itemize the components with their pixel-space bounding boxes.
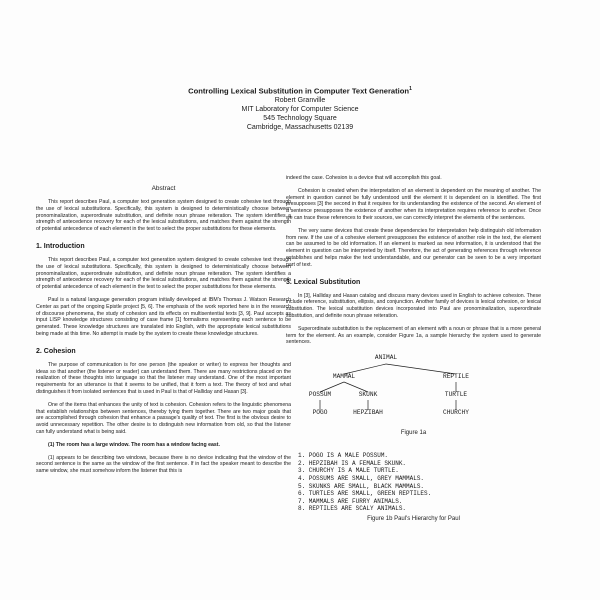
- left-column: [36, 175, 291, 595]
- lexical-paragraph-1: In [3], Halliday and Hasan catalog and discuss many devices used in English to achieve cohesion. These include reference, substitution, ellipsis, and conjunction. Another family of devices is lexical cohesion, or lexical substitution. The lexical substitution devices incorporated into Paul are pronominalization, superordinate substitution, and definite noun phrase reiteration.: [286, 292, 541, 319]
- figure-1a-caption: Figure 1a: [400, 430, 427, 437]
- lexical-heading: 3. Lexical Substitution: [286, 278, 361, 286]
- generated-sentence: 8. REPTILES ARE SCALY ANIMALS.: [298, 505, 407, 513]
- node-hepzibah: HEPZIBAH: [353, 409, 383, 417]
- hierarchy-tree-figure: [286, 352, 541, 452]
- hierarchy-tree-lines: [286, 352, 541, 452]
- abstract-text: This report describes Paul, a computer text generation system designed to create cohesive text through the use of lexical substitutions. Specifically, this system is designed to deterministically choose between pronominalization, superordinate substitution, and definite noun phrase reiteration. The system identifies a strength of antecedence recovery for each of the lexical substitutions, and matches them against the strength of potential antecedence of each element in the text to select the proper substitutions for these elements.: [36, 199, 291, 233]
- node-mammal: MAMMAL: [332, 373, 356, 381]
- example-discussion: (1) appears to be describing two windows, because there is no device indicating that the window of the second sentence is the same as the window of the first sentence. If in fact the speaker meant to describe the same window, she must somehow inform the listener that this is: [36, 454, 291, 475]
- generated-sentence: 1. POGO IS A MALE POSSUM.: [298, 452, 389, 460]
- right-column: [286, 175, 541, 595]
- generated-sentence: 6. TURTLES ARE SMALL, GREEN REPTILES.: [298, 490, 432, 498]
- figure-1b-caption: Figure 1b Paul's Hierarchy for Paul: [367, 515, 460, 522]
- node-reptile: REPTILE: [443, 373, 469, 381]
- generated-sentence: 2. HEPZIBAH IS A FEMALE SKUNK.: [298, 459, 407, 467]
- node-possum: POSSUM: [308, 391, 332, 399]
- right-paragraph-2: Cohesion is created when the interpretation of an element is dependent on the meaning of another. The element in question cannot be fully understood until the element it is dependent on is identified. The first presupposes [3] the second in that it requires for its understanding the existence of the second. An element of a sentence presupposes the existence of another when its interpretation requires reference to another. Once we can trace these references to their sources, we can correctly interpret the elements of the sentences.: [286, 187, 541, 221]
- node-skunk: SKUNK: [358, 391, 378, 399]
- abstract-heading: Abstract: [151, 185, 176, 192]
- node-pogo: POGO: [312, 409, 328, 417]
- cohesion-paragraph-2: One of the items that enhances the unity of text is cohesion. Cohesion refers to the linguistic phenomena that establish relationships between sentences, thereby tying them together. There are two major goals that are accomplished through cohesion that enhance a passage's quality of text. The first is the obvious desire to avoid unnecessary repetition. The other desire is to distinguish new information from old, so that the listener can fully understand what is being said.: [36, 401, 291, 435]
- intro-paragraph-2: Paul is a natural language generation program initially developed at IBM's Thomas J. Watson Research Center as part of the ongoing Epistle project [5, 6]. The emphasis of the work reported here is in the research of discourse phenomena, the study of cohesion and its effects on multisentential texts [3, 9]. Paul accepts as input LISP knowledge structures consisting of case frame [1] formalisms representing each sentence to be generated. These knowledge structures are translated into English, with the appropriate lexical substitutions being made at this time. No attempt is made by the system to create these knowledge structures.: [36, 296, 291, 337]
- example-sentence-1: (1) The room has a large window. The room has a window facing east.: [48, 441, 220, 448]
- right-paragraph-3: The very same devices that create these dependencies for interpretation help distinguish old information from new. If the use of a cohesive element presupposes the existence of another role in the text, the element can be assumed to be old information. If an element is marked as new information, it is understood that the element in question can be interpreted by itself. Therefore, the act of generating references through reference establishes and helps make the text understandable, and our generator can be seen to be a very important part of text.: [286, 227, 541, 268]
- title-text: Controlling Lexical Substitution in Computer Text Generation: [188, 86, 410, 96]
- author-address: 545 Technology Square: [263, 114, 337, 122]
- cohesion-heading: 2. Cohesion: [36, 347, 76, 355]
- author-city: Cambridge, Massachusetts 02139: [246, 123, 354, 131]
- author-name: Robert Granville: [274, 96, 326, 104]
- generated-sentence: 4. POSSUMS ARE SMALL, GREY MAMMALS.: [298, 474, 425, 482]
- node-animal: ANIMAL: [374, 354, 398, 362]
- node-turtle: TURTLE: [444, 391, 468, 399]
- lexical-paragraph-2: Superordinate substitution is the replacement of an element with a noun or phrase that is a more general term for the element. As an example, consider Figure 1a, a sample hierarchy the system used to generate sentences.: [286, 325, 541, 346]
- generated-sentence: 5. SKUNKS ARE SMALL, BLACK MAMMALS.: [298, 482, 425, 490]
- generated-sentence: 7. MAMMALS ARE FURRY ANIMALS.: [298, 497, 403, 505]
- footnote-mark: 1: [409, 86, 412, 92]
- author-lab: MIT Laboratory for Computer Science: [241, 105, 359, 113]
- cohesion-paragraph-1: The purpose of communication is for one person (the speaker or writer) to express her thoughts and ideas so that another (the listener or reader) can understand them. There are many restrictions placed on the realization of these thoughts into language so that the listener may understand. One of the most important requirements for an utterance is that it seems to be unified, that it form a text. The theory of text and what distinguishes it from isolated sentences that is used in Paul is that of Halliday and Hasan [3].: [36, 361, 291, 395]
- generated-sentence-list: [286, 452, 541, 513]
- paper-title: [0, 86, 600, 96]
- node-churchy: CHURCHY: [443, 409, 469, 417]
- paper-header: [0, 86, 600, 132]
- intro-heading: 1. Introduction: [36, 242, 85, 250]
- intro-paragraph-1: This report describes Paul, a computer text generation system designed to create cohesive text through the use of lexical substitutions. Specifically, this system is designed to deterministically choose between pronominalization, superordinate substitution, and definite noun phrase reiteration. The system identifies a strength of antecedence recovery for each of the lexical substitutions, and matches them against the strength of potential antecedence of each element in the text to select the proper substitutions for these elements.: [36, 256, 291, 291]
- generated-sentence: 3. CHURCHY IS A MALE TURTLE.: [298, 467, 399, 475]
- right-paragraph-1: indeed the case. Cohesion is a device that will accomplish this goal.: [286, 175, 442, 181]
